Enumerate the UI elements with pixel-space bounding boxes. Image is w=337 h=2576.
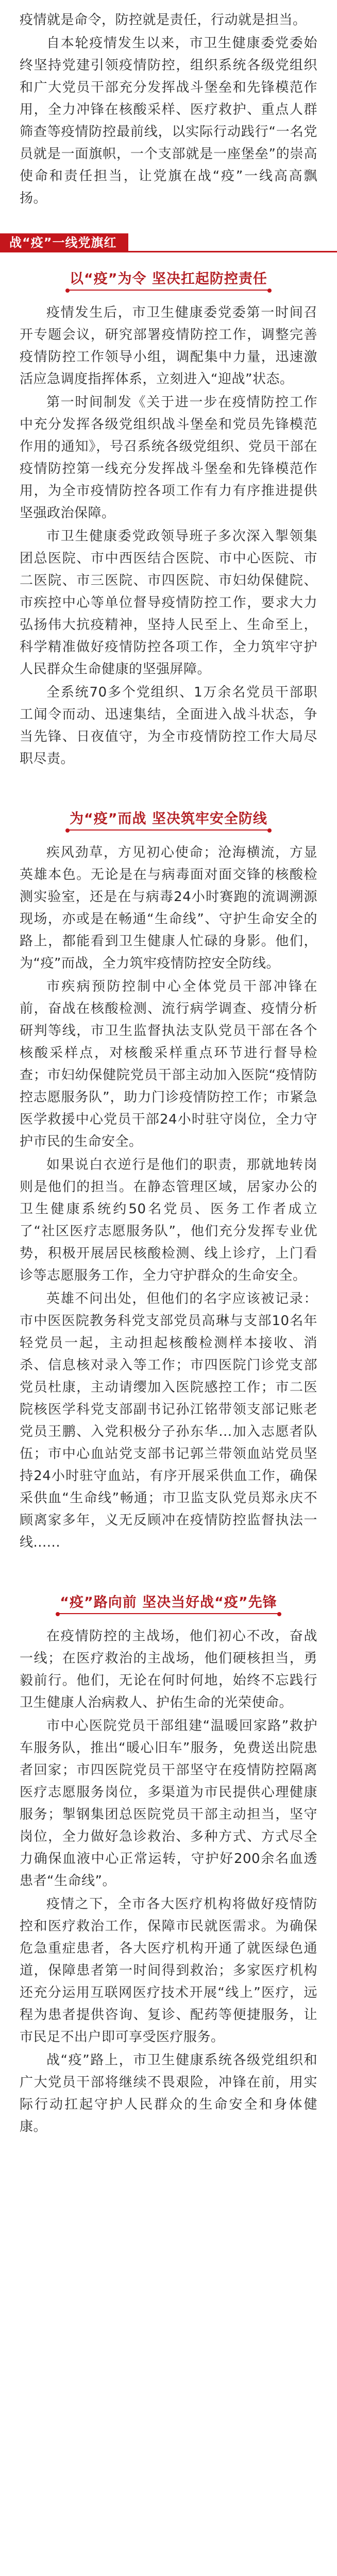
section-banner-label: 战“疫”一线党旗红 [0, 233, 128, 252]
body-paragraph: 战“疫”路上，市卫生健康系统各级党组织和广大党员干部将继续不畏艰险，冲锋在前，用实际行动扛起守护人民群众的生命安全和身体健康。 [20, 2053, 317, 2134]
heading-dot [65, 289, 70, 293]
body-paragraph: 疫情之下，全市各大医疗机构将做好疫情防控和医疗救治工作，保障市民就医需求。为确保危急重症患者，各大医疗机构开通了就医绿色通道，保障患者第一时间得到救治；多家医疗机构还充分运用互联网医疗技术开展“线上”医疗，远程为患者提供咨询、复诊、配药等便捷服务，让市民足不出户即可享受医疗服务。 [20, 1896, 317, 2045]
body-paragraph: 如果说白衣逆行是他们的职责，那就地转岗则是他们的担当。在静态管理区域，居家办公的卫生健康系统约50名党员、医务工作者成立了“社区医疗志愿服务队”，他们充分发挥专业优势，积极开展居民核酸检测、线上诊疗，上门看诊等志愿服务工作，全力守护群众的生命安全。 [20, 1157, 317, 1283]
section-heading-3 [20, 1591, 317, 1614]
section-heading-text: “疫”路向前 坚决当好战“疫”先锋 [60, 1595, 277, 1611]
body-paragraph: 全系统70多个党组织、1万余名党员干部职工闻令而动、迅速集结，全面进入战斗状态，争当先锋、日夜值守，为全市疫情防控工作大局尽职尽责。 [20, 685, 317, 767]
section-banner [0, 233, 337, 254]
heading-dot [267, 828, 272, 833]
heading-dot [267, 289, 272, 293]
heading-dot [65, 828, 70, 833]
body-paragraph: 疫情发生后，市卫生健康委党委第一时间召开专题会议，研究部署疫情防控工作，调整完善疫情防控工作领导小组，调配集中力量，迅速激活应急调度指挥体系，立刻进入“迎战”状态。 [20, 305, 317, 387]
body-paragraph: 市疾病预防控制中心全体党员干部冲锋在前，奋战在核酸检测、流行病学调查、疫情分析研判等线，市卫生监督执法支队党员干部在各个核酸采样点，对核酸采样重点环节进行督导检查；市妇幼保健院党员干部主动加入医院“疫情防控志愿服务队”，助力门诊疫情防控工作；市紧急医学救援中心党员干部24小时驻守岗位，全力守护市民的生命安全。 [20, 979, 317, 1149]
body-paragraph: 英雄不问出处，但他们的名字应该被记录：市中医医院教务科党支部党员高琳与支部10名年轻党员一起，主动担起核酸检测样本接收、消杀、信息核对录入等工作；市四医院门诊党支部党员杜康，主动请缨加入医院感控工作；市二医院核医学科党支部副书记孙江铭带领支部记账老党员王鹏、入党积极分子孙东华...加入志愿者队伍；市中心血站党支部书记郭兰带领血站党员坚持24小时驻守血站，有序开展采供血工作，确保采供血“生命线”畅通；市卫监支队党员郑永庆不顾离家多年，义无反顾冲在疫情防控监督执法一线...... [20, 1291, 317, 1550]
heading-underline [68, 829, 269, 831]
body-paragraph: 市卫生健康委党政领导班子多次深入掣领集团总医院、市中西医结合医院、市中心医院、市二医院、市三医院、市四医院、市妇幼保健院、市疾控中心等单位督导疫情防控工作，要求大力弘扬伟大抗疫精神，坚持人民至上、生命至上，科学精准做好疫情防控各项工作，全力筑牢守护人民群众生命健康的坚强屏障。 [20, 529, 317, 677]
intro-lead: 疫情就是命令，防控就是责任，行动就是担当。 [20, 12, 307, 28]
heading-underline [68, 290, 269, 291]
section-heading-text: 以“疫”为令 坚决扛起防控责任 [70, 271, 267, 287]
heading-dot [277, 1612, 281, 1616]
body-paragraph: 市中心医院党员干部组建“温暖回家路”救护车服务队，推出“暖心旧车”服务，免费送出院患者回家；市四医院党员干部坚守在疫情防控隔离医疗志愿服务岗位，多渠道为市民提供心理健康服务；掣钢集团总医院党员干部主动担当，坚守岗位，全力做好急诊救治、多种方式、方式尽全力确保血液中心正常运转，守护好200余名血透患者“生命线”。 [20, 1718, 317, 1889]
body-paragraph: 第一时间制发《关于进一步在疫情防控工作中充分发挥各级党组织战斗堡垒和党员先锋模范作用的通知》，号召系统各级党组织、党员干部在疫情防控第一线充分发挥战斗堡垒和先锋模范作用，为全市疫情防控各项工作有力有序推进提供坚强政治保障。 [20, 395, 317, 521]
heading-dot [56, 1612, 60, 1616]
body-paragraph: 在疫情防控的主战场，他们初心不改，奋战一线；在医疗救治的主战场，他们硬核担当，勇毅前行。他们，无论在何时何地，始终不忘践行卫生健康人治病救人、护佑生命的光荣使命。 [20, 1629, 317, 1710]
heading-underline [58, 1613, 279, 1614]
section-heading-1 [20, 267, 317, 291]
intro-paragraph: 自本轮疫情发生以来，市卫生健康委党委始终坚持党建引领疫情防控，组织系统各级党组织和广大党员干部充分发挥战斗堡垒和先锋模范作用，全力冲锋在核酸采样、医疗救护、重点人群筛查等疫情防控最前线，以实际行动践行“一名党员就是一面旗帜，一个支部就是一座堡垒”的崇高使命和责任担当，让党旗在战“疫”一线高高飘扬。 [20, 36, 317, 206]
body-paragraph: 疾风劲草，方见初心使命；沧海横流，方显英雄本色。无论是在与病毒面对面交锋的核酸检测实验室，还是在与病毒24小时赛跑的流调溯源现场，亦或是在畅通“生命线”、守护生命安全的路上，都能看到卫生健康人忙碌的身影。他们，为“疫”而战，全力筑牢疫情防控安全防线。 [20, 845, 317, 971]
section-heading-text: 为“疫”而战 坚决筑牢安全防线 [70, 811, 267, 827]
section-heading-2 [20, 807, 317, 831]
